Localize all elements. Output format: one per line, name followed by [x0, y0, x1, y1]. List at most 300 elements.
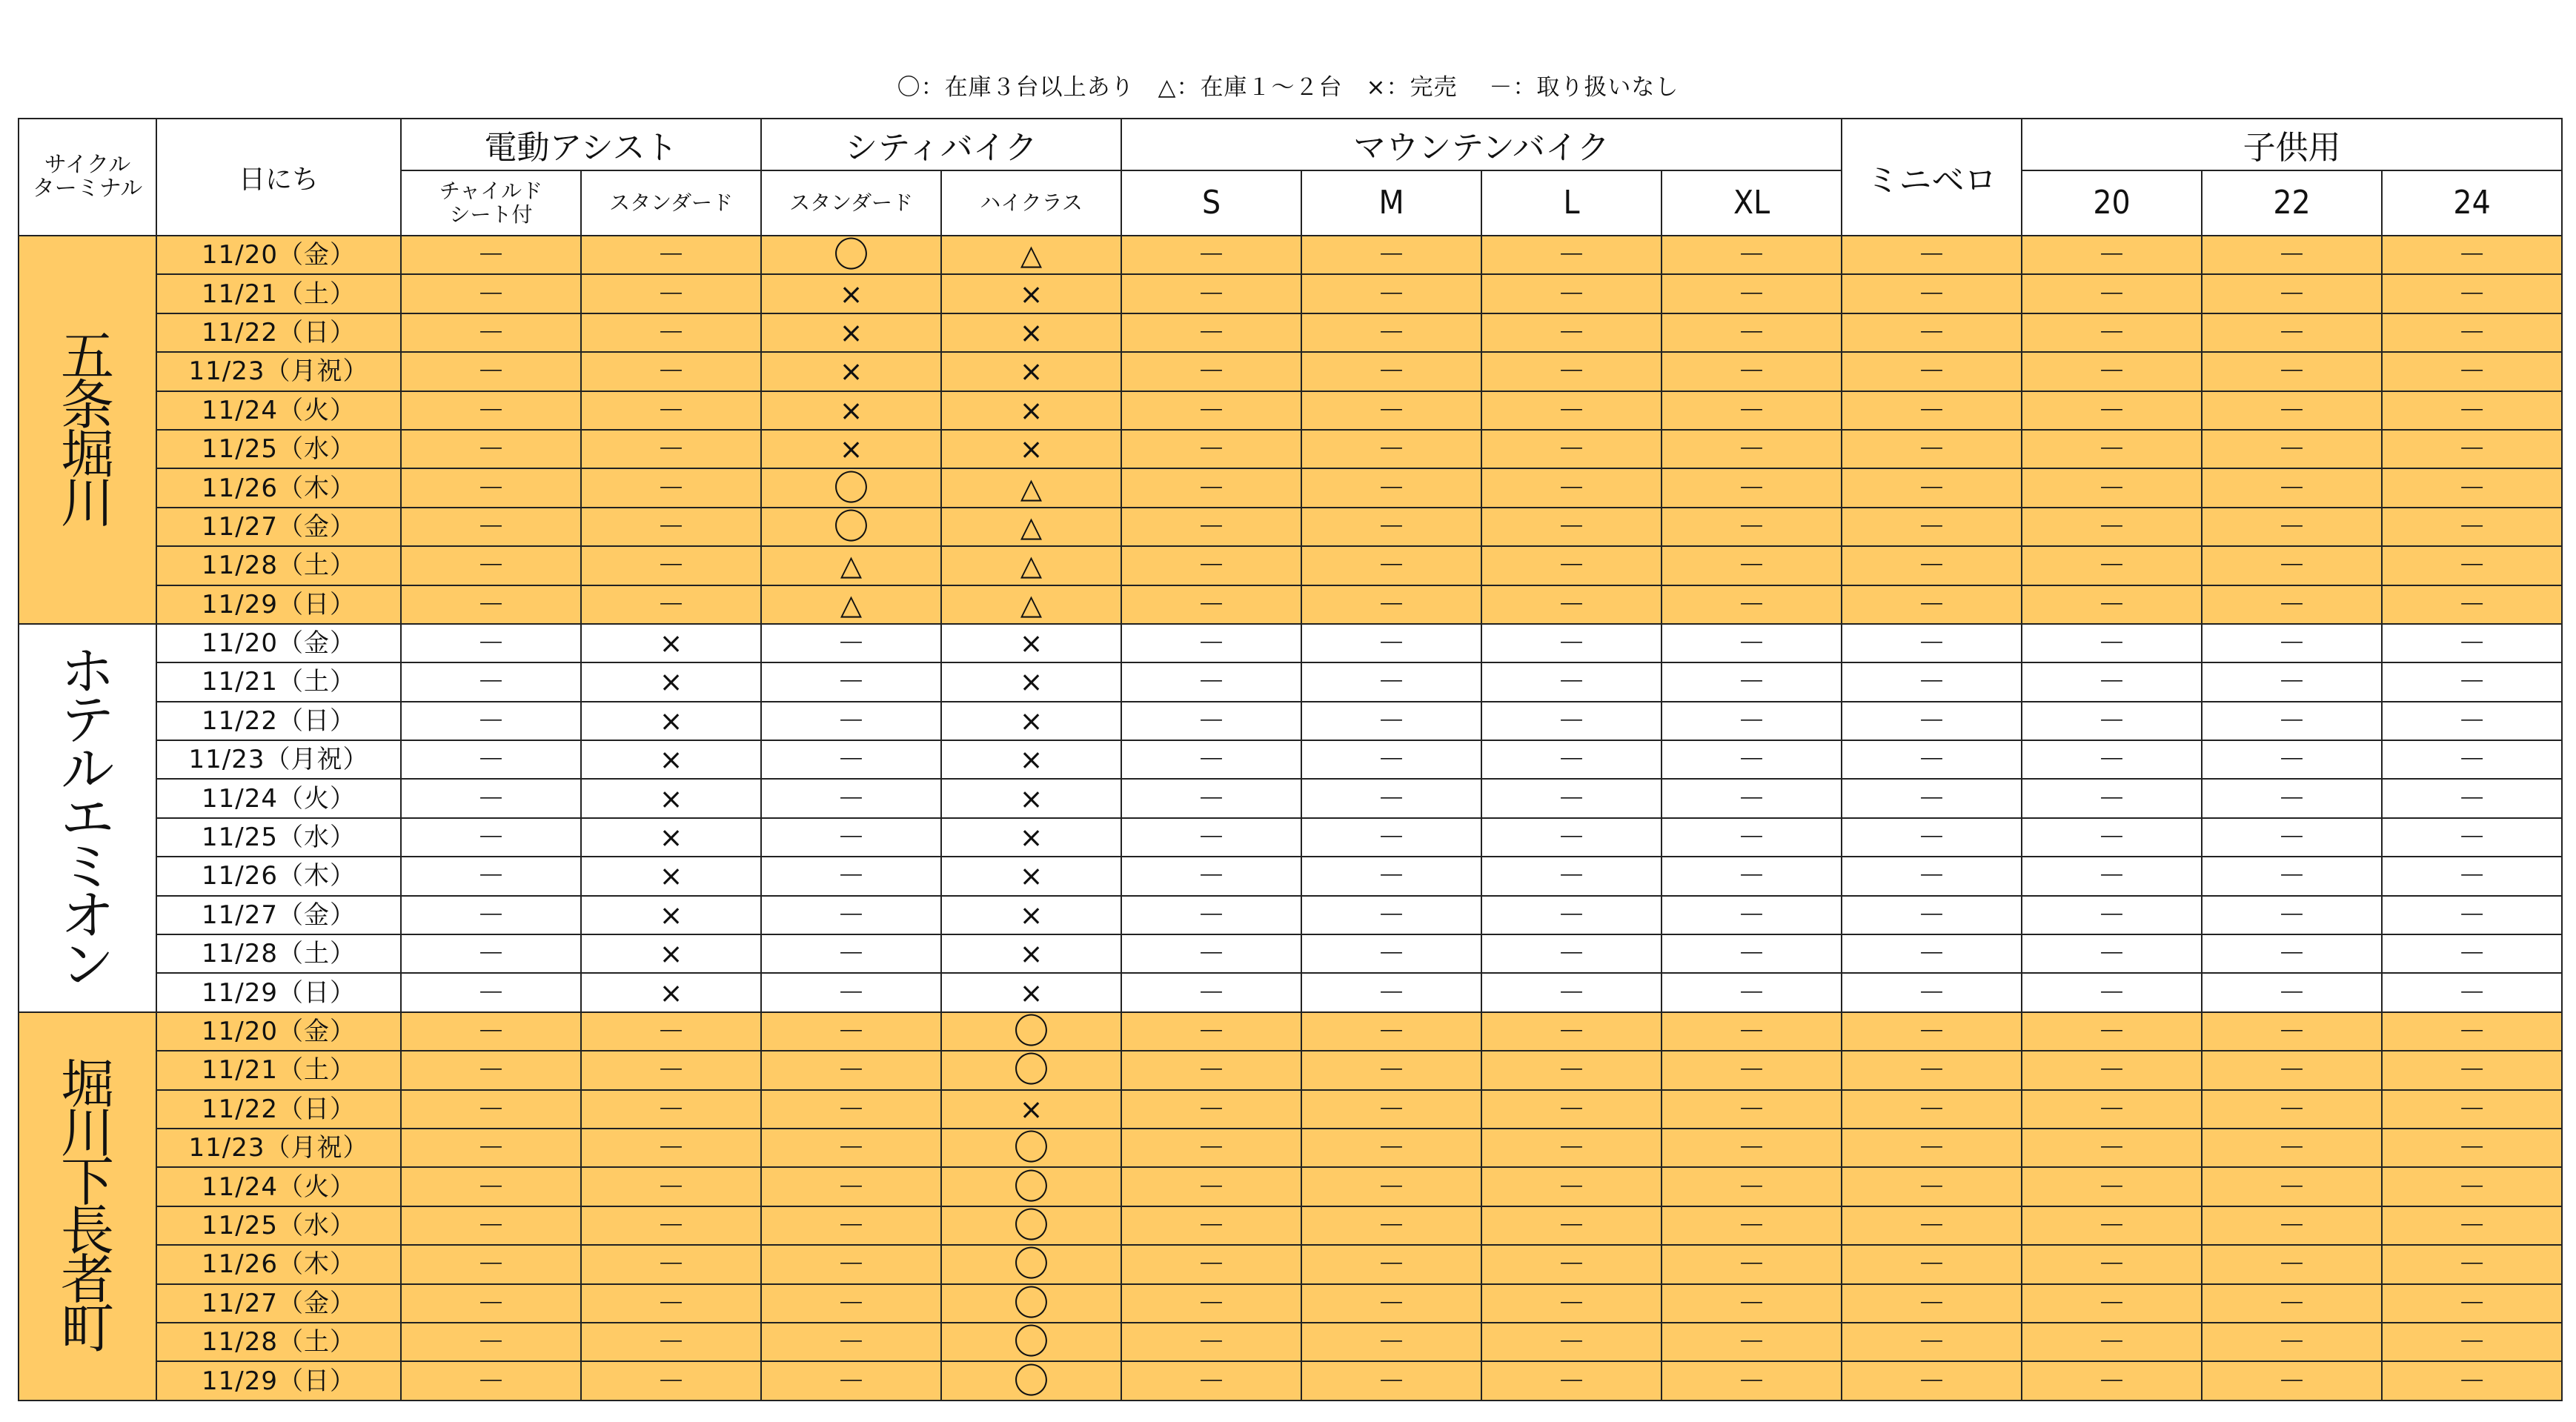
stock-cell: －	[2202, 1245, 2382, 1283]
stock-cell: －	[1301, 1012, 1481, 1051]
stock-cell: －	[2022, 973, 2202, 1011]
stock-cell: －	[2022, 779, 2202, 817]
sub-child-seat-label: チャイルド シート付	[439, 179, 543, 227]
stock-cell: －	[1121, 973, 1301, 1011]
table-row	[19, 313, 2562, 352]
stock-cell: ×	[581, 779, 761, 817]
stock-cell: －	[1481, 1051, 1662, 1089]
stock-cell: 〇	[941, 1323, 1121, 1361]
table-row	[19, 1090, 2562, 1129]
table-row	[19, 1284, 2562, 1323]
date-cell: 11/27（金）	[156, 896, 401, 934]
stock-cell: －	[1121, 546, 1301, 585]
legend: 〇：在庫３台以上あり △：在庫１～２台 ×：完売 －：取り扱いなし	[897, 74, 1679, 101]
table-row	[19, 973, 2562, 1011]
stock-cell: －	[2382, 1129, 2562, 1167]
stock-cell: －	[1301, 1167, 1481, 1206]
stock-cell: －	[401, 818, 581, 857]
stock-cell: －	[2382, 896, 2562, 934]
stock-cell: －	[2022, 1245, 2202, 1283]
stock-cell: －	[761, 779, 941, 817]
stock-cell: ×	[941, 740, 1121, 779]
terminal-header-label: サイクル ターミナル	[32, 152, 143, 202]
stock-cell: －	[2022, 1090, 2202, 1129]
stock-cell: －	[401, 546, 581, 585]
stock-cell: －	[1481, 973, 1662, 1011]
stock-cell: －	[2382, 1323, 2562, 1361]
inventory-table	[18, 118, 2563, 1401]
group-minivelo: ミニベロ	[1842, 119, 2022, 236]
stock-cell: －	[1842, 508, 2022, 546]
stock-cell: －	[581, 1361, 761, 1400]
stock-cell: －	[1481, 1361, 1662, 1400]
stock-cell: －	[401, 585, 581, 624]
stock-cell: －	[2382, 508, 2562, 546]
stock-cell: －	[1301, 1051, 1481, 1089]
stock-cell: －	[2382, 1245, 2562, 1283]
stock-cell: △	[941, 585, 1121, 624]
stock-cell: ×	[941, 391, 1121, 430]
stock-cell: －	[2202, 546, 2382, 585]
stock-cell: －	[1481, 1012, 1662, 1051]
stock-cell: 〇	[941, 1206, 1121, 1245]
terminal-name	[19, 624, 156, 1012]
stock-cell: －	[1662, 546, 1842, 585]
stock-cell: －	[2022, 1284, 2202, 1323]
stock-cell: －	[1481, 1090, 1662, 1129]
stock-cell: －	[2022, 352, 2202, 391]
stock-cell: 〇	[941, 1284, 1121, 1323]
stock-cell: －	[1662, 1245, 1842, 1283]
terminal-header	[19, 119, 156, 236]
date-cell: 11/29（日）	[156, 585, 401, 624]
stock-cell: －	[2382, 624, 2562, 662]
stock-cell: －	[581, 1090, 761, 1129]
stock-cell: －	[2202, 1361, 2382, 1400]
stock-cell: －	[1481, 818, 1662, 857]
stock-cell: ×	[941, 934, 1121, 973]
table-row	[19, 352, 2562, 391]
stock-cell: ×	[581, 896, 761, 934]
stock-cell: －	[401, 1012, 581, 1051]
stock-cell: －	[1842, 818, 2022, 857]
stock-cell: －	[2022, 1012, 2202, 1051]
stock-cell: －	[2382, 740, 2562, 779]
stock-cell: －	[1481, 934, 1662, 973]
table-row	[19, 1361, 2562, 1400]
stock-cell: －	[1842, 740, 2022, 779]
stock-cell: －	[1121, 468, 1301, 507]
date-cell: 11/20（金）	[156, 1012, 401, 1051]
stock-cell: －	[581, 1012, 761, 1051]
date-cell: 11/29（日）	[156, 1361, 401, 1400]
stock-cell: －	[1662, 624, 1842, 662]
stock-cell: ×	[581, 818, 761, 857]
stock-cell: －	[401, 896, 581, 934]
stock-cell: －	[1481, 274, 1662, 313]
table-row	[19, 662, 2562, 701]
stock-cell: －	[2382, 236, 2562, 274]
stock-cell: －	[1662, 1284, 1842, 1323]
stock-cell: ×	[761, 391, 941, 430]
date-cell: 11/23（月祝）	[156, 740, 401, 779]
stock-cell: －	[401, 1361, 581, 1400]
date-cell: 11/21（土）	[156, 662, 401, 701]
stock-cell: －	[1842, 236, 2022, 274]
table-row	[19, 818, 2562, 857]
table-row	[19, 546, 2562, 585]
stock-cell: －	[1481, 740, 1662, 779]
stock-cell: －	[1662, 973, 1842, 1011]
stock-cell: －	[401, 1323, 581, 1361]
stock-cell: －	[2202, 352, 2382, 391]
stock-cell: －	[1121, 1323, 1301, 1361]
stock-cell: ×	[581, 934, 761, 973]
stock-cell: －	[1301, 274, 1481, 313]
group-kids: 子供用	[2022, 119, 2562, 170]
stock-cell: ×	[761, 274, 941, 313]
stock-cell: －	[1662, 857, 1842, 895]
group-electric: 電動アシスト	[401, 119, 761, 170]
stock-cell: －	[2202, 236, 2382, 274]
stock-cell: －	[761, 1129, 941, 1167]
stock-cell: －	[2022, 818, 2202, 857]
stock-cell: －	[1662, 391, 1842, 430]
stock-cell: －	[2382, 1361, 2562, 1400]
stock-cell: －	[1481, 1167, 1662, 1206]
stock-cell: －	[401, 1245, 581, 1283]
stock-cell: －	[1662, 934, 1842, 973]
table-row	[19, 740, 2562, 779]
stock-cell: －	[761, 662, 941, 701]
stock-cell: －	[2022, 702, 2202, 740]
stock-cell: ×	[581, 702, 761, 740]
stock-cell: －	[2202, 508, 2382, 546]
stock-cell: －	[1842, 352, 2022, 391]
date-cell: 11/24（火）	[156, 779, 401, 817]
stock-cell: －	[2202, 857, 2382, 895]
table-row	[19, 1129, 2562, 1167]
stock-cell: －	[1842, 1051, 2022, 1089]
stock-cell: －	[401, 274, 581, 313]
stock-cell: －	[1662, 1051, 1842, 1089]
stock-cell: －	[1121, 702, 1301, 740]
stock-cell: －	[2382, 973, 2562, 1011]
table-row	[19, 430, 2562, 468]
stock-cell: －	[2202, 1129, 2382, 1167]
stock-cell: －	[2382, 662, 2562, 701]
stock-cell: －	[1481, 896, 1662, 934]
stock-cell: －	[2022, 468, 2202, 507]
stock-cell: －	[1121, 1167, 1301, 1206]
table-row	[19, 1167, 2562, 1206]
table-row	[19, 934, 2562, 973]
stock-cell: －	[761, 1090, 941, 1129]
stock-cell: －	[1121, 1245, 1301, 1283]
stock-cell: －	[1662, 1090, 1842, 1129]
stock-cell: －	[1842, 1323, 2022, 1361]
stock-cell: －	[1842, 896, 2022, 934]
stock-cell: －	[401, 1051, 581, 1089]
stock-cell: －	[1121, 662, 1301, 701]
stock-cell: －	[1481, 546, 1662, 585]
stock-cell: －	[1481, 662, 1662, 701]
stock-cell: －	[401, 1284, 581, 1323]
stock-cell: －	[401, 468, 581, 507]
stock-cell: －	[1301, 818, 1481, 857]
stock-cell: －	[581, 1245, 761, 1283]
stock-cell: －	[1301, 1323, 1481, 1361]
stock-cell: －	[1842, 702, 2022, 740]
stock-cell: －	[581, 1051, 761, 1089]
stock-cell: ×	[941, 702, 1121, 740]
stock-cell: －	[1662, 779, 1842, 817]
stock-cell: －	[2202, 1051, 2382, 1089]
terminal-name-label: 堀川下長者町	[61, 1052, 115, 1360]
date-cell: 11/23（月祝）	[156, 1129, 401, 1167]
stock-cell: 〇	[941, 1012, 1121, 1051]
stock-cell: －	[1662, 1206, 1842, 1245]
stock-cell: －	[1481, 1129, 1662, 1167]
stock-cell: －	[2022, 274, 2202, 313]
stock-cell: －	[1301, 236, 1481, 274]
date-cell: 11/23（月祝）	[156, 352, 401, 391]
stock-cell: －	[1481, 236, 1662, 274]
stock-cell: －	[1662, 430, 1842, 468]
stock-cell: －	[1662, 468, 1842, 507]
stock-cell: ×	[581, 740, 761, 779]
stock-cell: 〇	[941, 1129, 1121, 1167]
stock-cell: －	[761, 896, 941, 934]
stock-cell: －	[2382, 857, 2562, 895]
stock-cell: －	[1842, 857, 2022, 895]
stock-cell: －	[2022, 1206, 2202, 1245]
stock-cell: －	[2022, 313, 2202, 352]
stock-cell: －	[2022, 1051, 2202, 1089]
stock-cell: －	[761, 1361, 941, 1400]
stock-cell: －	[1842, 313, 2022, 352]
stock-cell: 〇	[761, 236, 941, 274]
date-cell: 11/28（土）	[156, 934, 401, 973]
date-cell: 11/22（日）	[156, 702, 401, 740]
stock-cell: －	[401, 779, 581, 817]
stock-cell: －	[1842, 1206, 2022, 1245]
table-row	[19, 702, 2562, 740]
stock-cell: －	[2202, 430, 2382, 468]
stock-cell: －	[1121, 1284, 1301, 1323]
stock-cell: －	[401, 313, 581, 352]
stock-cell: －	[2202, 391, 2382, 430]
stock-cell: －	[581, 391, 761, 430]
sub-mtb-xl: XL	[1662, 170, 1842, 236]
stock-cell: －	[1301, 585, 1481, 624]
stock-cell: －	[1842, 1361, 2022, 1400]
stock-cell: －	[1662, 352, 1842, 391]
stock-cell: －	[1301, 973, 1481, 1011]
stock-cell: 〇	[941, 1167, 1121, 1206]
stock-cell: －	[2202, 662, 2382, 701]
stock-cell: －	[2022, 546, 2202, 585]
date-cell: 11/28（土）	[156, 1323, 401, 1361]
table-row	[19, 585, 2562, 624]
stock-cell: －	[1481, 585, 1662, 624]
date-cell: 11/28（土）	[156, 546, 401, 585]
stock-cell: ×	[941, 973, 1121, 1011]
date-cell: 11/24（火）	[156, 391, 401, 430]
stock-cell: －	[1301, 624, 1481, 662]
stock-cell: －	[1301, 468, 1481, 507]
stock-cell: －	[2202, 1206, 2382, 1245]
stock-cell: －	[401, 1090, 581, 1129]
stock-cell: －	[581, 508, 761, 546]
stock-cell: －	[581, 313, 761, 352]
stock-cell: －	[1481, 313, 1662, 352]
stock-cell: －	[1121, 1090, 1301, 1129]
stock-cell: －	[2202, 274, 2382, 313]
stock-cell: －	[1121, 391, 1301, 430]
stock-cell: △	[941, 468, 1121, 507]
stock-cell: ×	[941, 430, 1121, 468]
stock-cell: －	[2202, 740, 2382, 779]
stock-cell: －	[2202, 313, 2382, 352]
stock-cell: －	[761, 973, 941, 1011]
stock-cell: －	[2022, 585, 2202, 624]
stock-cell: －	[1301, 391, 1481, 430]
stock-cell: －	[581, 468, 761, 507]
stock-cell: －	[2382, 934, 2562, 973]
stock-cell: －	[2022, 934, 2202, 973]
stock-cell: －	[2022, 1167, 2202, 1206]
table-row	[19, 1012, 2562, 1051]
stock-cell: －	[761, 857, 941, 895]
stock-cell: －	[1481, 468, 1662, 507]
stock-cell: －	[1662, 1323, 1842, 1361]
stock-cell: －	[2022, 857, 2202, 895]
stock-cell: －	[761, 740, 941, 779]
stock-cell: ×	[941, 896, 1121, 934]
date-cell: 11/27（金）	[156, 508, 401, 546]
stock-cell: －	[1481, 702, 1662, 740]
stock-cell: －	[761, 1245, 941, 1283]
stock-cell: －	[2382, 1012, 2562, 1051]
table-row	[19, 236, 2562, 274]
stock-cell: －	[401, 662, 581, 701]
stock-cell: －	[1121, 508, 1301, 546]
table-row	[19, 468, 2562, 507]
stock-cell: －	[1121, 1361, 1301, 1400]
stock-cell: －	[1842, 662, 2022, 701]
stock-cell: －	[1121, 740, 1301, 779]
stock-cell: －	[1842, 1129, 2022, 1167]
stock-cell: －	[1301, 546, 1481, 585]
stock-cell: －	[1662, 818, 1842, 857]
stock-cell: －	[581, 274, 761, 313]
stock-cell: －	[761, 1167, 941, 1206]
date-cell: 11/27（金）	[156, 1284, 401, 1323]
stock-cell: －	[1301, 430, 1481, 468]
stock-cell: －	[1481, 1284, 1662, 1323]
date-cell: 11/26（木）	[156, 1245, 401, 1283]
stock-cell: ×	[941, 352, 1121, 391]
stock-cell: －	[1121, 1129, 1301, 1167]
stock-cell: －	[1842, 1167, 2022, 1206]
stock-cell: －	[2202, 1284, 2382, 1323]
stock-cell: △	[941, 236, 1121, 274]
stock-cell: ×	[581, 662, 761, 701]
stock-cell: －	[1842, 934, 2022, 973]
stock-cell: －	[1842, 779, 2022, 817]
stock-cell: －	[401, 740, 581, 779]
stock-cell: －	[581, 430, 761, 468]
stock-cell: －	[2022, 391, 2202, 430]
stock-cell: －	[1481, 779, 1662, 817]
sub-mtb-l: L	[1481, 170, 1662, 236]
date-cell: 11/25（水）	[156, 1206, 401, 1245]
stock-cell: －	[581, 1206, 761, 1245]
stock-cell: －	[2202, 702, 2382, 740]
stock-cell: －	[761, 818, 941, 857]
stock-cell: －	[581, 236, 761, 274]
stock-cell: －	[1842, 1012, 2022, 1051]
stock-cell: －	[1662, 1129, 1842, 1167]
stock-cell: －	[581, 1167, 761, 1206]
stock-cell: －	[1121, 430, 1301, 468]
stock-cell: －	[2022, 236, 2202, 274]
stock-cell: －	[2382, 1206, 2562, 1245]
stock-cell: －	[1481, 857, 1662, 895]
stock-cell: －	[2382, 1284, 2562, 1323]
stock-cell: －	[2022, 1129, 2202, 1167]
stock-cell: －	[761, 1051, 941, 1089]
stock-cell: －	[1121, 585, 1301, 624]
stock-cell: －	[1842, 430, 2022, 468]
stock-cell: ×	[761, 313, 941, 352]
stock-cell: －	[1842, 1090, 2022, 1129]
group-mountain: マウンテンバイク	[1121, 119, 1842, 170]
sub-city-standard: スタンダード	[761, 170, 941, 236]
stock-cell: －	[1662, 1012, 1842, 1051]
stock-cell: －	[1842, 468, 2022, 507]
stock-cell: －	[1121, 313, 1301, 352]
stock-cell: －	[401, 934, 581, 973]
stock-cell: －	[1301, 1361, 1481, 1400]
stock-cell: －	[2022, 662, 2202, 701]
stock-cell: －	[761, 624, 941, 662]
stock-cell: －	[1481, 1206, 1662, 1245]
stock-cell: －	[2022, 508, 2202, 546]
stock-cell: －	[2202, 818, 2382, 857]
stock-cell: △	[941, 508, 1121, 546]
stock-cell: －	[1842, 624, 2022, 662]
stock-cell: －	[2382, 468, 2562, 507]
group-city: シティバイク	[761, 119, 1121, 170]
stock-cell: －	[401, 236, 581, 274]
stock-cell: －	[761, 1012, 941, 1051]
stock-cell: －	[1662, 662, 1842, 701]
stock-cell: －	[2202, 468, 2382, 507]
stock-cell: －	[1662, 585, 1842, 624]
stock-cell: －	[2382, 352, 2562, 391]
stock-cell: －	[1662, 1167, 1842, 1206]
stock-cell: －	[401, 391, 581, 430]
stock-cell: －	[1301, 313, 1481, 352]
stock-cell: －	[1842, 546, 2022, 585]
stock-cell: －	[1301, 779, 1481, 817]
date-cell: 11/26（木）	[156, 468, 401, 507]
stock-cell: －	[1121, 818, 1301, 857]
stock-cell: －	[1121, 236, 1301, 274]
stock-cell: －	[401, 973, 581, 1011]
